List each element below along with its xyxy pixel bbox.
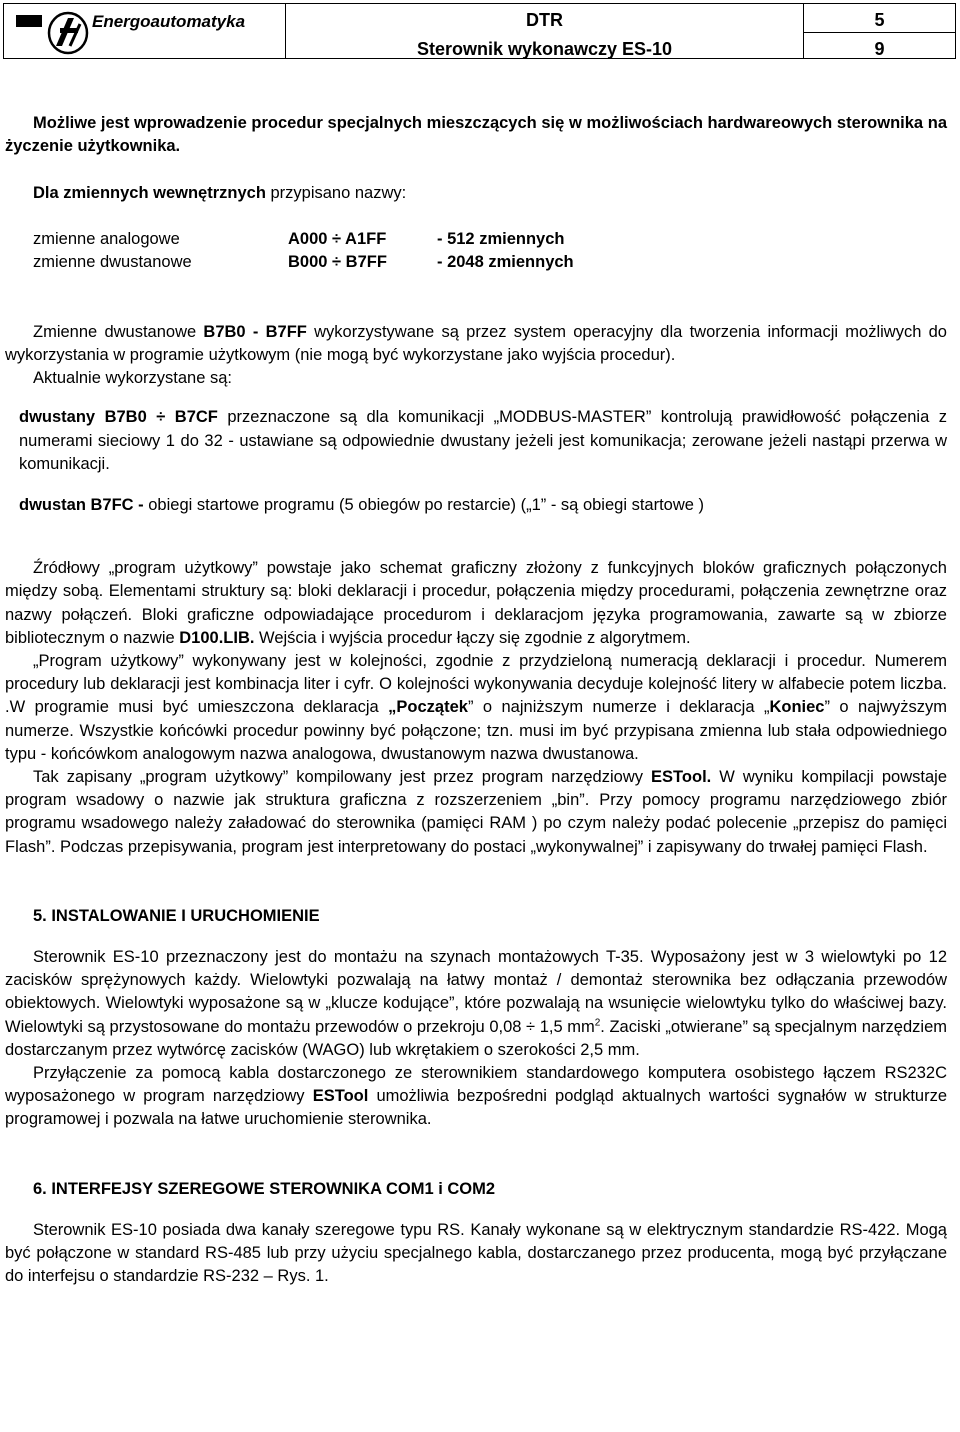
variable-count: - 512 zmiennych (437, 229, 565, 248)
logo-mark (16, 15, 42, 27)
procedures-note: Możliwe jest wprowadzenie procedur specjalnych mieszczących się w możliwościach hardwareowych sterownika na życzenie użytkownika. (5, 114, 947, 156)
modbus-paragraph: dwustany B7B0 ÷ B7CF przeznaczone są dla komunikacji „MODBUS-MASTER” kontrolują prawidłowość połączenia z numerami sieciowy 1 do 32 - ustawiane są odpowiednie dwustany jeżeli jest komunikacja; zerowane jeżeli nastąpi przerwa w komunikacji. (19, 408, 947, 473)
page-header (3, 3, 956, 59)
names-lead: Dla zmiennych wewnętrznych przypisano nazwy: (33, 183, 407, 202)
restart-paragraph: dwustan B7FC - obiegi startowe programu (5 obiegów po restarcie) („1” - są obiegi startowe ) (19, 495, 705, 514)
header-logo-cell (4, 4, 286, 58)
header-number-cell (804, 4, 955, 58)
compilation-paragraph: Tak zapisany „program użytkowy” kompilowany jest przez program narzędziowy ESTool. W wyniku kompilacji powstaje program wsadowy o nazwie jak struktura graficzna z rozszerzeniem „bin”. Przy pomocy programu narzędziowego zbiór programu wsadowego należy załadować do sterownika (pamięci RAM ) po czym należy podać polecenie „przepisz do pamięci Flash”. Podczas przepisywania, program jest interpretowany do postaci „wykonywalnej” i zapisywany do trwałej pamięci Flash. (5, 767, 948, 856)
currently-used-heading: Aktualnie wykorzystane są: (33, 369, 233, 388)
variable-range: B000 ÷ B7FF (288, 253, 387, 272)
variable-name: zmienne analogowe (33, 229, 180, 248)
chapter-number: 5 (874, 10, 885, 30)
connection-paragraph: Przyłączenie za pomocą kabla dostarczonego ze sterownikiem standardowego komputera osobistego łączem RS232C wyposażonego w program narzędziowy ESTool umożliwia bezpośredni podgląd aktualnych wartości sygnałów w strukturze programowej i pozwala na łatwe uruchomienie sterownika. (5, 1064, 947, 1129)
variable-range: A000 ÷ A1FF (288, 229, 387, 248)
execution-order-paragraph: „Program użytkowy” wykonywany jest w kolejności, zgodnie z przydzieloną numeracją deklaracji i procedur. Numerem procedury lub deklaracji jest kombinacja liter i cyfr. O kolejności wykonywania decyduje kolejność litery w alfabecie potem liczba. .W programie musi być umieszczona deklaracja „Początek” o najniższym numerze i deklaracja „Koniec” o najwyższym numerze. Wszystkie końcówki procedur powinny być połączone; tzn. musi im być przypisana zmienna lub stała odpowiedniego typu - końcówkom analogowym nazwa analogowa, dwustanowym nazwa dwustanowa. (5, 651, 947, 763)
doc-title: Sterownik wykonawczy ES-10 (416, 39, 673, 59)
variable-row-binary (5, 251, 947, 274)
header-title-cell (286, 4, 804, 58)
header-divider (804, 32, 955, 33)
system-vars-paragraph: Zmienne dwustanowe B7B0 - B7FF wykorzystywane są przez system operacyjny dla tworzenia informacji możliwych do wykorzystania w programie użytkowym (nie mogą być wykorzystane jako wyjścia procedur). (5, 322, 947, 364)
logo-emblem-icon (46, 10, 90, 56)
variable-name: zmienne dwustanowe (33, 253, 192, 272)
superscript-2: 2 (594, 1017, 601, 1029)
source-program-paragraph: Źródłowy „program użytkowy” powstaje jako schemat graficzny złożony z funkcyjnych bloków graficznych połączonych między sobą. Elementami struktury są: bloki deklaracji i procedur, połączenia między procedurami, połączenia zewnętrzne oraz nazwy połączeń. Bloki graficzne odpowiadające procedurom i deklaracjom języka programowania, zawarte są w zbiorze bibliotecznym o nazwie D100.LIB. Wejścia i wyjścia procedur łączy się zgodnie z algorytmem. (5, 559, 947, 647)
section-6-title: 6. INTERFEJSY SZEREGOWE STEROWNIKA COM1 i COM2 (33, 1179, 496, 1198)
variable-row-analog (5, 228, 947, 251)
doc-code: DTR (526, 10, 563, 30)
variable-count: - 2048 zmiennych (437, 253, 574, 272)
company-name: Energoautomatyka (92, 12, 246, 31)
section-5-title: 5. INSTALOWANIE I URUCHOMIENIE (33, 906, 320, 925)
page-number: 9 (874, 39, 885, 59)
serial-interfaces-paragraph: Sterownik ES-10 posiada dwa kanały szeregowe typu RS. Kanały wykonane są w elektrycznym standardzie RS-422. Mogą być połączone w standard RS-485 lub przy użyciu specjalnego kabla, dostarczanego przez producenta, mogą być przyłączane do interfejsu o standardzie RS-232 – Rys. 1. (5, 1220, 947, 1286)
page-content (5, 112, 947, 1288)
installation-paragraph: Sterownik ES-10 przeznaczony jest do montażu na szynach montażowych T-35. Wyposażony jest w 3 wielowtyki po 12 zacisków sprężynowych każdy. Wielowtyki pozwalają na łatwy montaż / demontaż sterownika bez odłączania przewodów obiektowych. Wielowtyki wyposażone są w „klucze kodujące”, które pozwalają na wsunięcie wielowtyku tylko do właściwej bazy. Wielowtyki są przystosowane do montażu przewodów o przekroju 0,08 ÷ 1,5 $mm^2$. Zaciski „otwierane” są specjalnym narzędziem dostarczanym przez wytwórcę zacisków (WAGO) lub wkrętakiem o szerokości 2,5 mm. (5, 948, 947, 1059)
